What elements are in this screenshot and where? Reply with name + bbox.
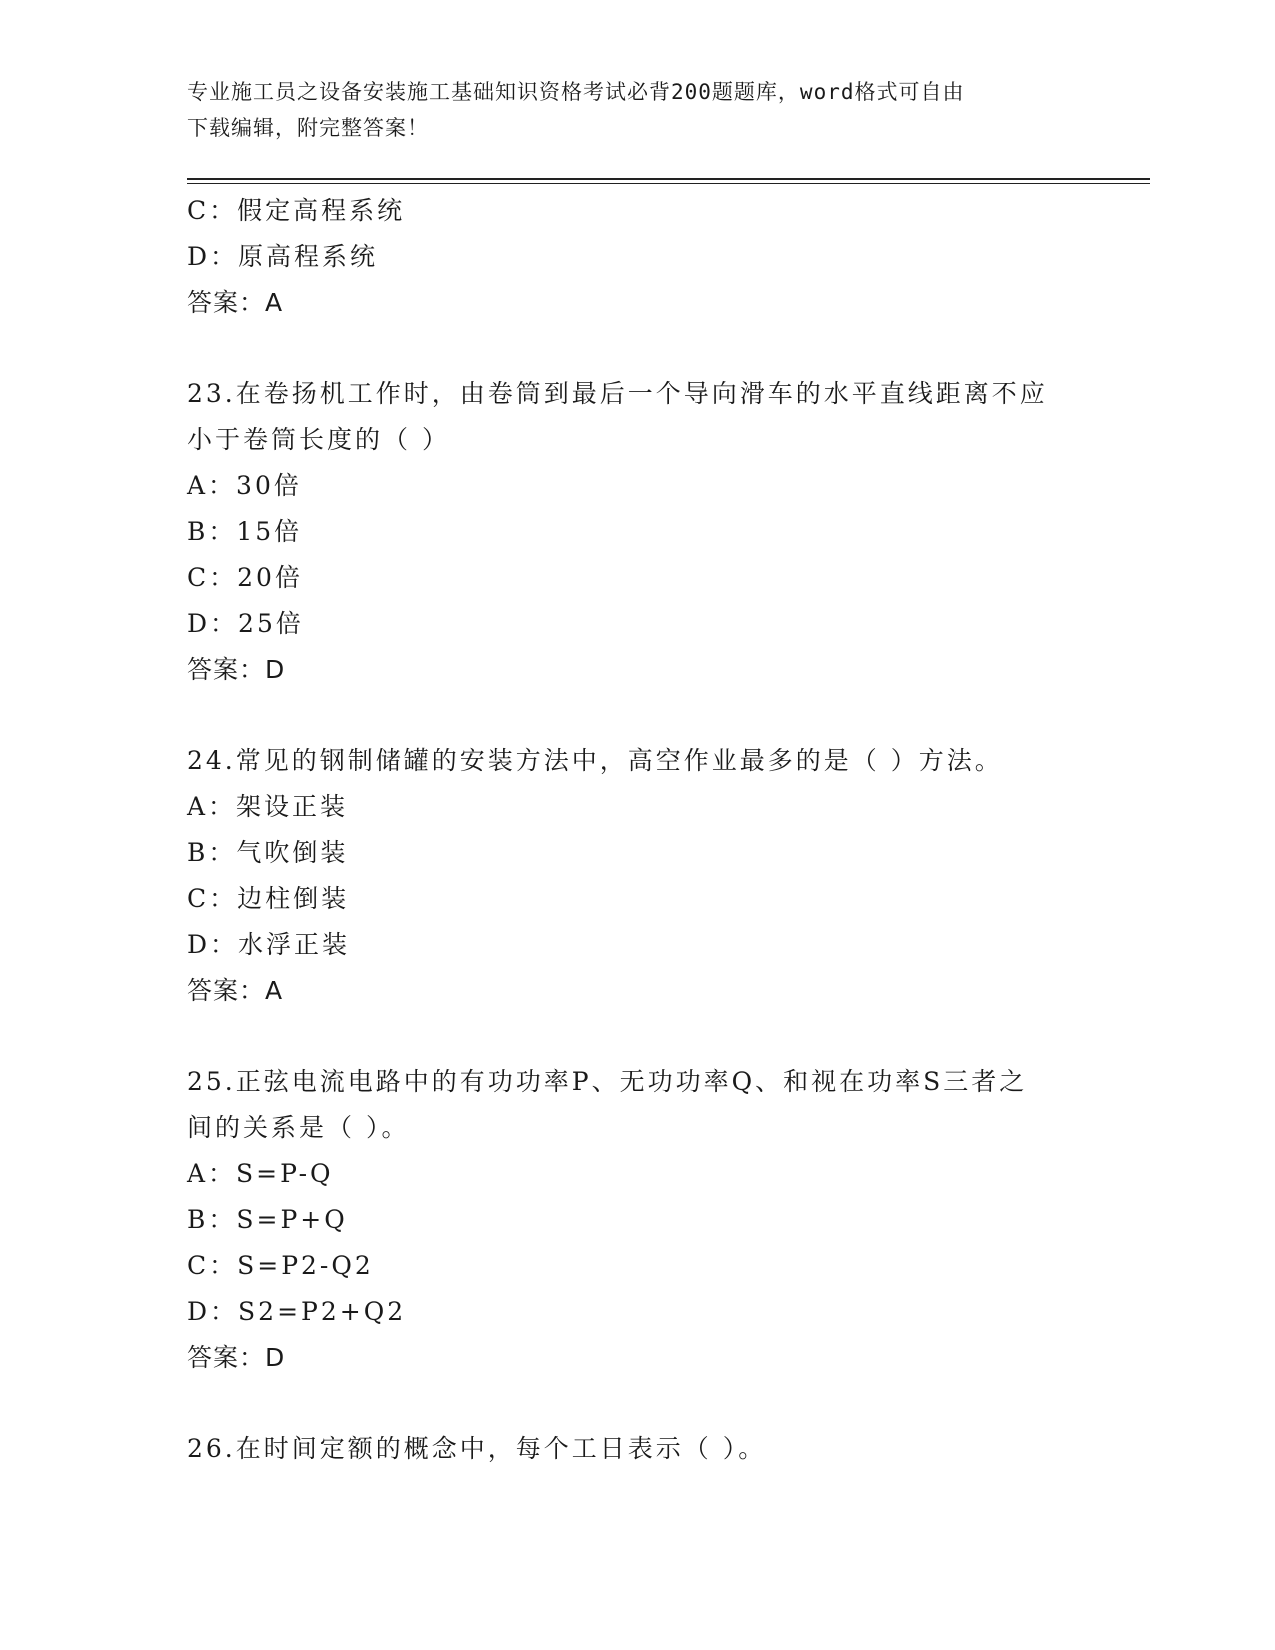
answer: 答案：A	[187, 288, 284, 317]
option-b: B：气吹倒装	[187, 838, 349, 867]
document-header	[187, 74, 1087, 146]
question-stem-continued: 间的关系是（ ）。	[187, 1113, 410, 1142]
question-stem: 24.常见的钢制储罐的安装方法中，高空作业最多的是（ ）方法。	[187, 746, 1003, 775]
spacer	[187, 1381, 1087, 1426]
question-23	[187, 371, 1087, 693]
question-26	[187, 1426, 1087, 1472]
option-d: D：原高程系统	[187, 242, 379, 271]
spacer	[187, 326, 1087, 371]
answer: 答案：A	[187, 976, 284, 1005]
answer: 答案：D	[187, 1343, 286, 1372]
option-d: D：25倍	[187, 609, 304, 638]
question-stem: 23.在卷扬机工作时，由卷筒到最后一个导向滑车的水平直线距离不应	[187, 379, 1048, 408]
spacer	[187, 1014, 1087, 1059]
question-stem-continued: 小于卷筒长度的（ ）	[187, 425, 450, 454]
option-a: A：30倍	[187, 471, 302, 500]
document-body	[187, 188, 1087, 1472]
answer: 答案：D	[187, 655, 286, 684]
header-divider-thin	[187, 183, 1150, 184]
option-c: C：20倍	[187, 563, 303, 592]
spacer	[187, 693, 1087, 738]
option-d: D：S2=P2+Q2	[187, 1297, 407, 1326]
option-b: B：S=P+Q	[187, 1205, 348, 1234]
option-c: C：S=P2-Q2	[187, 1251, 374, 1280]
option-d: D：水浮正装	[187, 930, 351, 959]
option-c: C：假定高程系统	[187, 196, 406, 225]
question-stem: 26.在时间定额的概念中，每个工日表示（ ）。	[187, 1434, 767, 1463]
header-line-2: 下载编辑，附完整答案！	[187, 116, 429, 140]
option-b: B：15倍	[187, 517, 303, 546]
question-24	[187, 738, 1087, 1014]
option-a: A：S=P-Q	[187, 1159, 334, 1188]
question-stem: 25.正弦电流电路中的有功功率P、无功功率Q、和视在功率S三者之	[187, 1067, 1028, 1096]
carryover-question	[187, 188, 1087, 326]
header-line-1: 专业施工员之设备安装施工基础知识资格考试必背200题题库，word格式可自由	[187, 80, 965, 104]
question-25	[187, 1059, 1087, 1381]
option-a: A：架设正装	[187, 792, 349, 821]
header-divider-thick	[187, 178, 1150, 180]
option-c: C：边柱倒装	[187, 884, 350, 913]
